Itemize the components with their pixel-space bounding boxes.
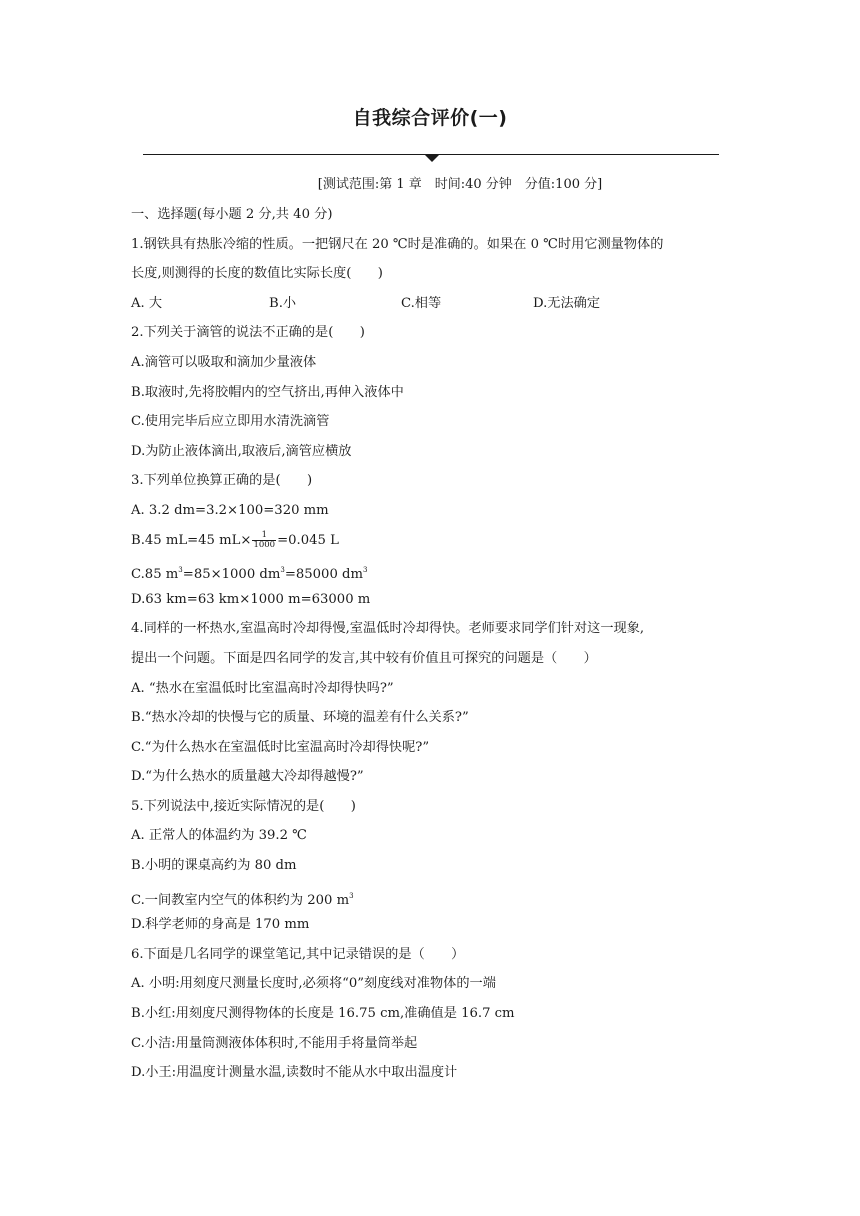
q2-stem: 2.下列关于滴管的说法不正确的是( ) <box>131 325 365 341</box>
q4-option-b: B.“热水冷却的快慢与它的质量、环境的温差有什么关系?” <box>131 710 469 726</box>
q4-option-d: D.“为什么热水的质量越大冷却得越慢?” <box>131 769 364 785</box>
q1-stem-line1: 1.钢铁具有热胀冷缩的性质。一把钢尺在 20 ℃时是准确的。如果在 0 ℃时用它测量物体的 <box>131 236 664 252</box>
q2-option-b: B.取液时,先将胶帽内的空气挤出,再伸入液体中 <box>131 384 404 400</box>
q3-stem: 3.下列单位换算正确的是( ) <box>131 473 313 489</box>
superscript: 3 <box>280 566 285 575</box>
q3-option-a: A. 3.2 dm=3.2×100=320 mm <box>131 502 329 518</box>
q2-option-d: D.为防止液体滴出,取液后,滴管应横放 <box>131 443 352 459</box>
test-info: [测试范围:第 1 章 时间:40 分钟 分值:100 分] <box>317 177 603 192</box>
page-title: 自我综合评价(一) <box>352 107 508 129</box>
q6-option-a: A. 小明:用刻度尺测量长度时,必须将“0”刻度线对准物体的一端 <box>131 976 496 992</box>
q3-option-c <box>131 559 741 589</box>
q5-c-text: C.一间教室内空气的体积约为 200 m <box>131 892 350 908</box>
q2-option-c: C.使用完毕后应立即用水清洗滴管 <box>131 414 330 430</box>
q5-option-b: B.小明的课桌高约为 80 dm <box>131 858 297 874</box>
q1-stem-line2: 长度,则测得的长度的数值比实际长度( ) <box>131 266 383 282</box>
q3-option-b <box>131 530 741 560</box>
section-heading: 一、选择题(每小题 2 分,共 40 分) <box>131 207 333 222</box>
q5-option-d: D.科学老师的身高是 170 mm <box>131 917 310 933</box>
q6-option-d: D.小王:用温度计测量水温,读数时不能从水中取出温度计 <box>131 1065 458 1081</box>
q3-b-prefix: B.45 mL=45 mL× <box>131 532 252 548</box>
q5-option-a: A. 正常人的体温约为 39.2 ℃ <box>131 828 307 844</box>
fraction-numerator: 1 <box>252 531 276 541</box>
triangle-marker-icon <box>425 155 439 162</box>
q3-c-part3: =85000 dm <box>284 567 363 583</box>
fraction <box>252 531 276 550</box>
q6-option-c: C.小洁:用量筒测液体体积时,不能用手将量筒举起 <box>131 1035 418 1051</box>
q3-c-part2: =85×1000 dm <box>182 567 281 583</box>
q1-option-c: C.相等 <box>401 295 442 311</box>
q3-c-part1: C.85 m <box>131 567 179 583</box>
superscript: 3 <box>349 891 354 900</box>
fraction-denominator: 1000 <box>253 539 276 550</box>
q1-option-a: A. 大 <box>131 295 163 311</box>
q4-option-a: A. “热水在室温低时比室温高时冷却得快吗?” <box>131 680 394 696</box>
q1-option-d: D.无法确定 <box>533 295 601 311</box>
q4-stem-line2: 提出一个问题。下面是四名同学的发言,其中较有价值且可探究的问题是（ ） <box>131 650 597 666</box>
q2-option-a: A.滴管可以吸取和滴加少量液体 <box>131 354 317 370</box>
q1-option-b: B.小 <box>269 295 297 311</box>
q1-options <box>131 293 741 323</box>
q5-option-c <box>131 885 741 915</box>
superscript: 3 <box>362 566 368 575</box>
q3-b-suffix: =0.045 L <box>277 532 339 548</box>
q3-option-d: D.63 km=63 km×1000 m=63000 m <box>131 591 371 607</box>
question-list <box>131 204 741 1092</box>
q4-stem-line1: 4.同样的一杯热水,室温高时冷却得慢,室温低时冷却得快。老师要求同学们针对这一现象, <box>131 621 645 637</box>
q4-option-c: C.“为什么热水在室温低时比室温高时冷却得快呢?” <box>131 739 430 755</box>
superscript: 3 <box>178 566 183 575</box>
q6-stem: 6.下面是几名同学的课堂笔记,其中记录错误的是（ ） <box>131 946 465 962</box>
q6-option-b: B.小红:用刻度尺测得物体的长度是 16.75 cm,准确值是 16.7 cm <box>131 1006 515 1022</box>
q5-stem: 5.下列说法中,接近实际情况的是( ) <box>131 798 356 814</box>
